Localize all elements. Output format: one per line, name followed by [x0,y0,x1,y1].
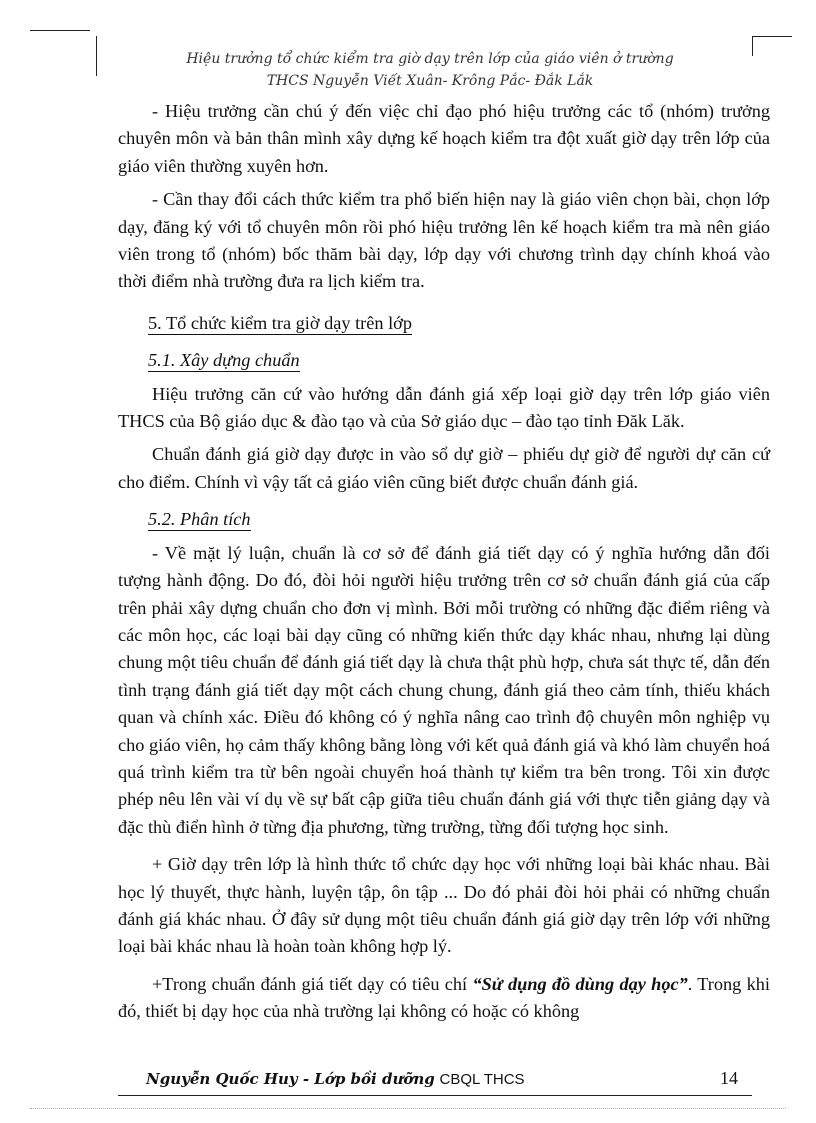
paragraph-text: +Trong chuẩn đánh giá tiết dạy có tiêu chí [152,973,473,994]
paragraph: - Cần thay đổi cách thức kiểm tra phổ biến hiện nay là giáo viên chọn bài, chọn lớp dạy, đăng ký với tổ chuyên môn rồi phó hiệu trưởng lên kế hoạch kiểm tra mà nên giáo viên trong tổ (nhóm) bốc thăm bài dạy, lớp dạy với chương trình dạy chính khoá vào thời điểm nhà trường đưa ra lịch kiểm tra. [118,189,770,292]
emphasis-quote: “Sử dụng đồ dùng dạy học” [472,973,688,994]
subsection-5-1-title: 5.1. Xây dựng chuẩn [148,350,300,371]
header-line-2: THCS Nguyễn Viết Xuân- Krông Pắc- Đắk Lắk [266,73,594,89]
section-5-title: 5. Tổ chức kiểm tra giờ dạy trên lớp [148,312,412,333]
course-label: CBQL THCS [439,1071,525,1088]
paragraph: - Hiệu trưởng cần chú ý đến việc chỉ đạo phó hiệu trưởng các tổ (nhóm) trưởng chuyên môn và bản thân mình xây dựng kế hoạch kiểm tra đột xuất giờ dạy trên lớp của giáo viên thường xuyên hơn. [118,101,770,176]
footer-rule [118,1095,752,1096]
subsection-heading [148,347,770,374]
frame-right-vline [752,36,753,56]
subsection-heading [148,506,770,533]
paragraph-text: . Trong khi đó, thiết bị dạy học của nhà trường lại không có hoặc có không [118,973,770,1022]
frame-top-left-vline [96,36,97,76]
header-line-1: Hiệu trưởng tổ chức kiểm tra giờ dạy trên lớp của giáo viên ở trường [186,51,674,67]
page-number: 14 [720,1068,738,1088]
section-heading [148,310,770,337]
frame-top-right-line [752,36,792,37]
paragraph [118,971,770,1026]
paragraph: Chuẩn đánh giá giờ dạy được in vào sổ dự giờ – phiếu dự giờ để người dự căn cứ cho điểm. Chính vì vậy tất cả giáo viên cũng biết được chuẩn đánh giá. [118,444,770,492]
subsection-5-2-title: 5.2. Phân tích [148,509,251,530]
footer-author [146,1070,525,1088]
paragraph: - Về mặt lý luận, chuẩn là cơ sở để đánh giá tiết dạy có ý nghĩa hướng dẫn đối tượng hành động. Do đó, đòi hỏi người hiệu trưởng trên cơ sở chuẩn đánh giá của cấp trên phải xây dựng chuẩn cho đơn vị mình. Bởi mỗi trường có những đặc điểm riêng và các môn học, các loại bài dạy cũng có những kiến thức dạy khác nhau, nhưng lại dùng chung một tiêu chuẩn để đánh giá tiết dạy là chưa thật phù hợp, chưa sát thực tế, dẫn đến tình trạng đánh giá tiết dạy một cách chung chung, đánh giá theo cảm tính, thiếu khách quan và chính xác. Điều đó không có ý nghĩa nâng cao trình độ chuyên môn nghiệp vụ cho giáo viên, họ cảm thấy không bằng lòng với kết quả đánh giá và khó làm chuyển hoá quá trình kiểm tra từ bên ngoài chuyển hoá thành tự kiểm tra bên trong. Tôi xin được phép nêu lên vài ví dụ về sự bất cập giữa tiêu chuẩn đánh giá với thực tiễn giảng dạy và đặc thù điển hình ở từng địa phương, từng trường, từng đối tượng học sinh. [118,542,770,837]
bottom-dotted-border [30,1108,786,1109]
running-header [120,48,740,92]
body-text [118,98,770,1026]
paragraph: Hiệu trưởng căn cứ vào hướng dẫn đánh giá xếp loại giờ dạy trên lớp giáo viên THCS của Bộ giáo dục & đào tạo và của Sở giáo dục – đào tạo tỉnh Đăk Lăk. [118,383,770,432]
frame-top-left-line [30,30,90,31]
page-footer [118,1066,738,1096]
author-signature: Nguyễn Quốc Huy - Lớp bồi dưỡng [146,1070,435,1088]
paragraph: + Giờ dạy trên lớp là hình thức tổ chức dạy học với những loại bài khác nhau. Bài học lý thuyết, thực hành, luyện tập, ôn tập ... Do đó phải đòi hỏi phải có những chuẩn đánh giá khác nhau. Ở đây sử dụng một tiêu chuẩn đánh giá giờ dạy trên lớp với những loại bài khác nhau là hoàn toàn không hợp lý. [118,854,770,957]
